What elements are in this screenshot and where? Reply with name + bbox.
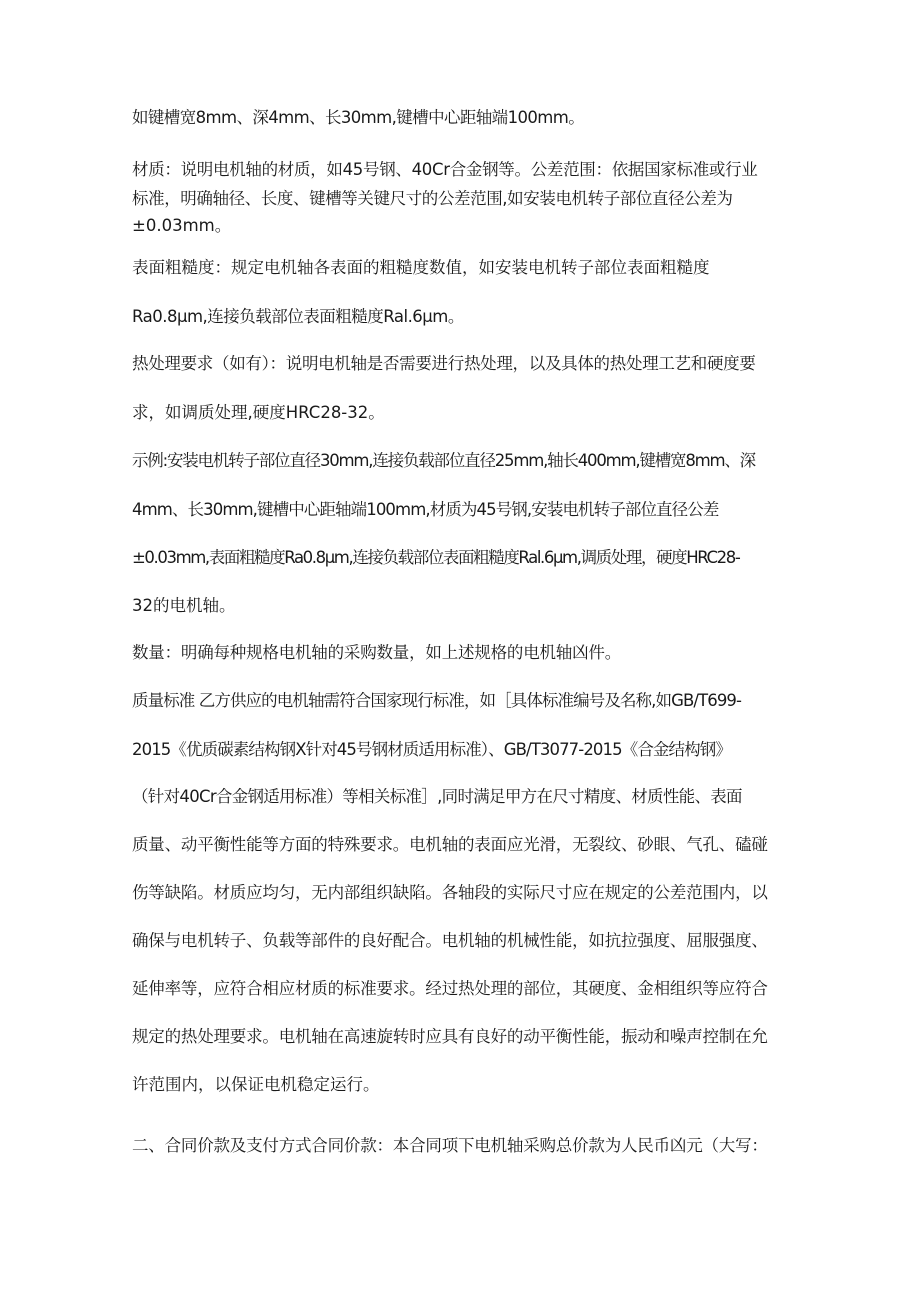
text-line-16: （针对40Cr合金钢适用标准）等相关标准］,同时满足甲方在尺寸精度、材质性能、表面 [132, 787, 742, 806]
text-line-1: 如键槽宽8mm、深4mm、长30mm,键槽中心距轴端100mm。 [132, 108, 585, 127]
text-line-22: 许范围内，以保证电机稳定运行。 [132, 1075, 380, 1094]
text-line-9: 示例:安装电机转子部位直径30mm,连接负载部位直径25mm,轴长400mm,键槽宽8mm、深 [132, 451, 755, 470]
text-line-8: 求，如调质处理,硬度HRC28-32。 [132, 403, 385, 422]
text-line-19: 确保与电机转子、负载等部件的良好配合。电机轴的机械性能，如抗拉强度、屈服强度、 [132, 931, 768, 950]
text-line-21: 规定的热处理要求。电机轴在高速旋转时应具有良好的动平衡性能，振动和噪声控制在允 [132, 1027, 768, 1046]
text-line-20: 延伸率等，应符合相应材质的标准要求。经过热处理的部位，其硬度、金相组织等应符合 [132, 979, 768, 998]
text-line-2: 材质：说明电机轴的材质，如45号钢、40Cr合金钢等。公差范围：依据国家标准或行业 [132, 160, 758, 179]
text-line-15: 2015《优质碳素结构钢X针对45号钢材质适用标准）、GB/T3077-2015《合金结构钢》 [132, 740, 731, 759]
text-line-3: 标准，明确轴径、长度、键槽等关键尺寸的公差范围,如安装电机转子部位直径公差为 [132, 189, 733, 208]
text-line-17: 质量、动平衡性能等方面的特殊要求。电机轴的表面应光滑，无裂纹、砂眼、气孔、磕碰 [132, 835, 768, 854]
text-line-12: 32的电机轴。 [132, 596, 236, 615]
text-line-18: 伤等缺陷。材质应均匀，无内部组织缺陷。各轴段的实际尺寸应在规定的公差范围内，以 [132, 883, 768, 902]
text-line-4: ±0.03mm。 [132, 216, 232, 235]
text-line-6: Ra0.8μm,连接负载部位表面粗糙度Ral.6μm。 [132, 307, 464, 326]
text-line-5: 表面粗糙度：规定电机轴各表面的粗糙度数值，如安装电机转子部位表面粗糙度 [132, 258, 710, 277]
text-line-14: 质量标准 乙方供应的电机轴需符合国家现行标准，如［具体标准编号及名称,如GB/T699- [132, 691, 742, 710]
text-line-10: 4mm、长30mm,键槽中心距轴端100mm,材质为45号钢,安装电机转子部位直径公差 [132, 500, 719, 519]
text-line-13: 数量：明确每种规格电机轴的采购数量，如上述规格的电机轴凶件。 [132, 643, 622, 662]
text-line-7: 热处理要求（如有）：说明电机轴是否需要进行热处理，以及具体的热处理工艺和硬度要 [132, 354, 756, 373]
text-line-23: 二、合同价款及支付方式合同价款：本合同项下电机轴采购总价款为人民币凶元（大写： [132, 1136, 768, 1155]
text-line-11: ±0.03mm,表面粗糙度Ra0.8μm,连接负载部位表面粗糙度Ral.6μm,调质处理，硬度HRC28- [132, 548, 740, 567]
